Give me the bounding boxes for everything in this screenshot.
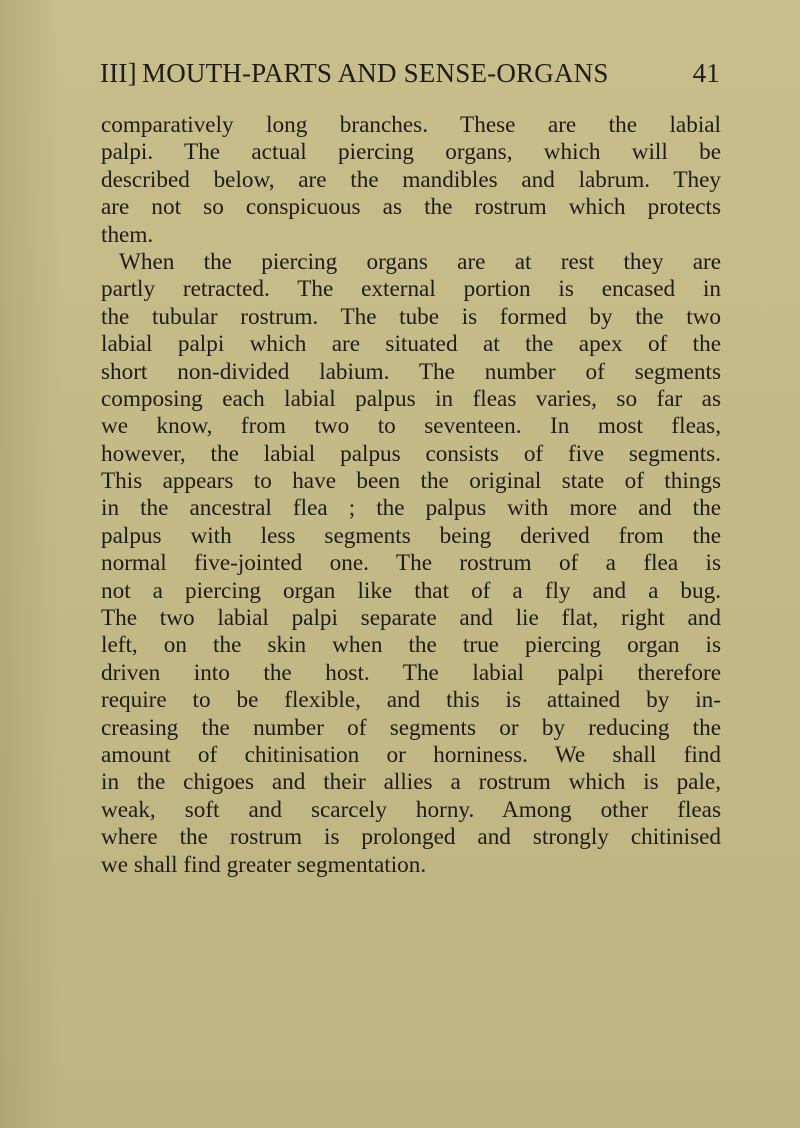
chapter-number: III] bbox=[100, 58, 137, 88]
text-line: composing each labial palpus in fleas varies, so far as bbox=[101, 385, 721, 412]
body-text bbox=[101, 112, 721, 879]
text-line: in the chigoes and their allies a rostrum which is pale, bbox=[101, 769, 721, 796]
text-line: When the piercing organs are at rest they are bbox=[119, 248, 721, 275]
text-line: left, on the skin when the true piercing organ is bbox=[101, 632, 721, 659]
text-line: we know, from two to seventeen. In most fleas, bbox=[101, 413, 721, 440]
text-line: The two labial palpi separate and lie flat, right and bbox=[101, 605, 721, 632]
text-line: palpus with less segments being derived from the bbox=[101, 522, 721, 549]
text-line: labial palpi which are situated at the apex of the bbox=[101, 331, 721, 358]
text-line: in the ancestral flea ; the palpus with more and the bbox=[101, 495, 721, 522]
running-head bbox=[100, 58, 720, 98]
text-line: partly retracted. The external portion is encased in bbox=[101, 276, 721, 303]
text-line: however, the labial palpus consists of five segments. bbox=[101, 440, 721, 467]
text-line: amount of chitinisation or horniness. We shall find bbox=[101, 741, 721, 768]
text-line: palpi. The actual piercing organs, which will be bbox=[101, 139, 721, 166]
running-title: MOUTH-PARTS AND SENSE-ORGANS bbox=[142, 58, 609, 88]
text-line: are not so conspicuous as the rostrum which protects bbox=[101, 194, 721, 221]
text-line: require to be flexible, and this is attained by in- bbox=[101, 687, 721, 714]
text-line: we shall find greater segmentation. bbox=[101, 851, 427, 878]
text-line: them. bbox=[101, 221, 154, 248]
page-number: 41 bbox=[692, 58, 720, 88]
text-line: weak, soft and scarcely horny. Among other fleas bbox=[101, 796, 721, 823]
text-line: where the rostrum is prolonged and strongly chitinised bbox=[101, 824, 721, 851]
text-line: short non-divided labium. The number of segments bbox=[101, 358, 721, 385]
text-line: creasing the number of segments or by reducing the bbox=[101, 714, 721, 741]
text-line: not a piercing organ like that of a fly and a bug. bbox=[101, 577, 721, 604]
text-line: the tubular rostrum. The tube is formed by the two bbox=[101, 303, 721, 330]
text-line: described below, are the mandibles and labrum. They bbox=[101, 166, 721, 193]
text-line: comparatively long branches. These are the labial bbox=[101, 112, 721, 138]
text-line: normal five-jointed one. The rostrum of a flea is bbox=[101, 550, 721, 577]
text-line: driven into the host. The labial palpi therefore bbox=[101, 659, 721, 686]
text-line: This appears to have been the original state of things bbox=[101, 468, 721, 495]
